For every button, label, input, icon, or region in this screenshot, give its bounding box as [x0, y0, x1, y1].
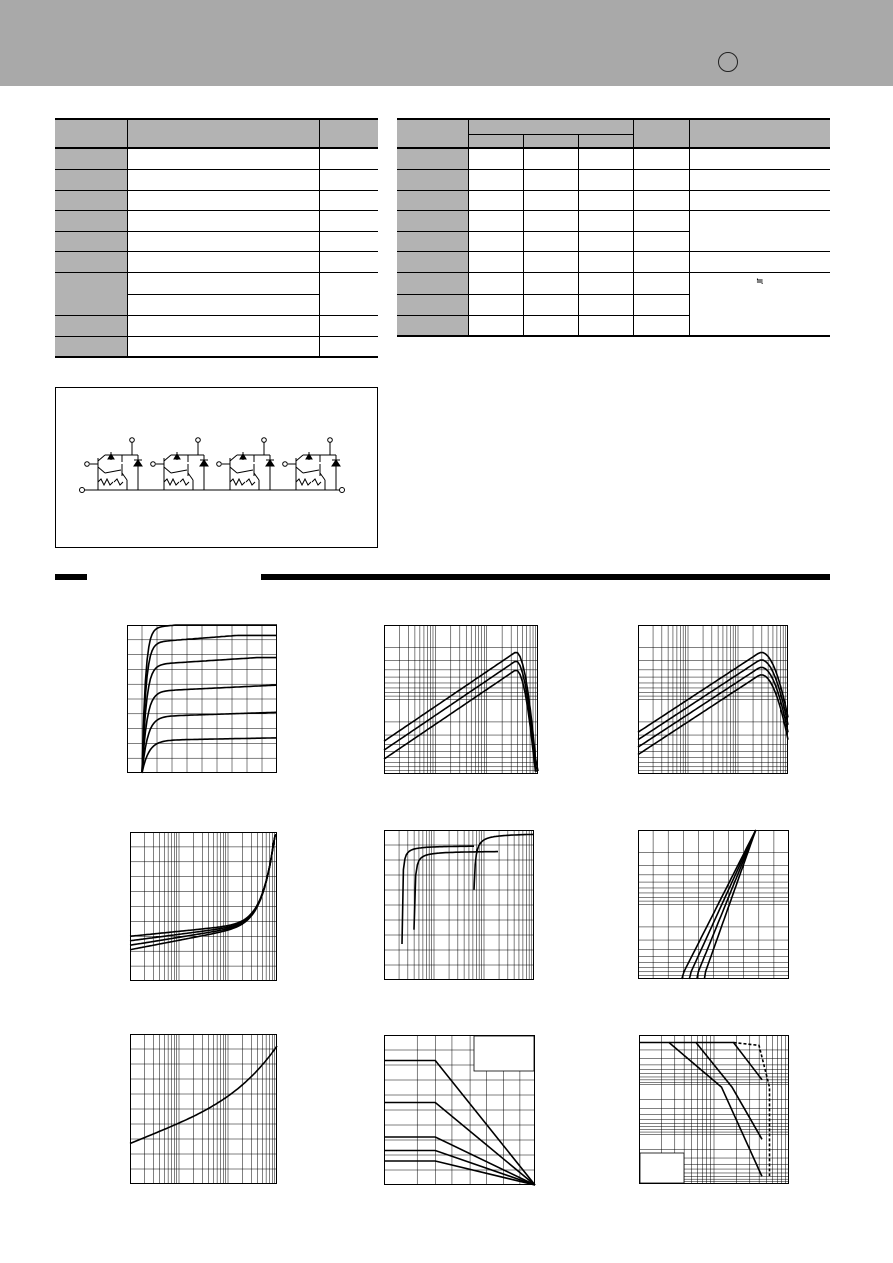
output-curve [142, 685, 277, 773]
circuit-unit [283, 438, 340, 490]
derating-line [384, 1161, 535, 1185]
legend-box [640, 1153, 684, 1183]
circuit-resistor [230, 479, 255, 485]
saturation-curve [130, 835, 277, 941]
circuit-emitter [296, 467, 303, 473]
plot-grid [384, 625, 538, 774]
circuit-freewheel-diode [266, 460, 274, 466]
circuit-collector [230, 455, 237, 461]
ratings-table [55, 118, 378, 358]
circuit-collector [98, 455, 105, 461]
graph-1 [127, 625, 277, 773]
plot-grid [638, 625, 788, 774]
section-bar-right [261, 574, 830, 580]
legend-box [474, 1036, 534, 1071]
output-curve [142, 738, 277, 773]
plot-grid [130, 832, 277, 981]
circuit-emitter [254, 473, 259, 480]
switching-curve [474, 834, 534, 889]
circuit-terminal [217, 462, 222, 467]
gain-curve [384, 662, 538, 772]
equivalent-circuit-box [55, 387, 378, 548]
circuit-resistor [164, 479, 189, 485]
header-band [0, 0, 893, 86]
circuit-resistor [296, 479, 321, 485]
equivalent-circuit [56, 388, 377, 547]
circuit-terminal [85, 462, 90, 467]
circuit-terminal [130, 438, 135, 443]
circuit-freewheel-diode [134, 460, 142, 466]
derating-line [384, 1103, 535, 1186]
circuit-emitter [188, 473, 193, 480]
circuit-terminal [340, 488, 345, 493]
gain-curve [638, 660, 788, 740]
circuit-terminal [196, 438, 201, 443]
graph-6 [638, 830, 789, 979]
manufacturer-logo [718, 52, 738, 72]
graph-7 [130, 1034, 277, 1184]
circuit-collector [296, 455, 303, 461]
soa-boundary [734, 1043, 770, 1177]
switching-curve [402, 846, 474, 944]
circuit-wire [171, 470, 187, 473]
output-curve [142, 712, 277, 773]
circuit-wire [303, 470, 319, 473]
circuit-wire [237, 470, 253, 473]
soa-curve [669, 1043, 762, 1140]
circuit-wire [105, 470, 121, 473]
plot-grid [130, 1034, 277, 1184]
circuit-terminal [80, 488, 85, 493]
circuit-emitter [122, 473, 127, 480]
graph-8 [384, 1035, 535, 1185]
circuit-unit [85, 438, 142, 490]
graph-5 [384, 830, 534, 980]
graph-3 [638, 625, 788, 774]
circuit-unit [217, 438, 274, 490]
saturation-curve [130, 835, 277, 936]
circuit-freewheel-diode [332, 460, 340, 466]
circuit-terminal [151, 462, 156, 467]
circuit-unit [151, 438, 208, 490]
circuit-collector [164, 455, 171, 461]
circuit-emitter [230, 467, 237, 473]
section-bar-left [55, 574, 87, 580]
graph-4 [130, 832, 277, 981]
circuit-emitter [320, 473, 325, 480]
circuit-freewheel-diode [200, 460, 208, 466]
graph-2 [384, 625, 538, 774]
circuit-terminal [262, 438, 267, 443]
circuit-emitter [164, 467, 171, 473]
approx-equal-symbol: ≒ [755, 275, 764, 286]
circuit-resistor [98, 479, 123, 485]
impedance-curve [130, 1046, 277, 1144]
plot-grid [638, 830, 789, 979]
switching-curve [414, 852, 498, 930]
output-curve [142, 635, 277, 773]
circuit-terminal [283, 462, 288, 467]
circuit-terminal [328, 438, 333, 443]
gain-curve [384, 670, 538, 771]
gain-curve [638, 675, 788, 755]
characteristics-table [397, 118, 830, 337]
circuit-emitter [98, 467, 105, 473]
graph-9 [639, 1035, 789, 1184]
